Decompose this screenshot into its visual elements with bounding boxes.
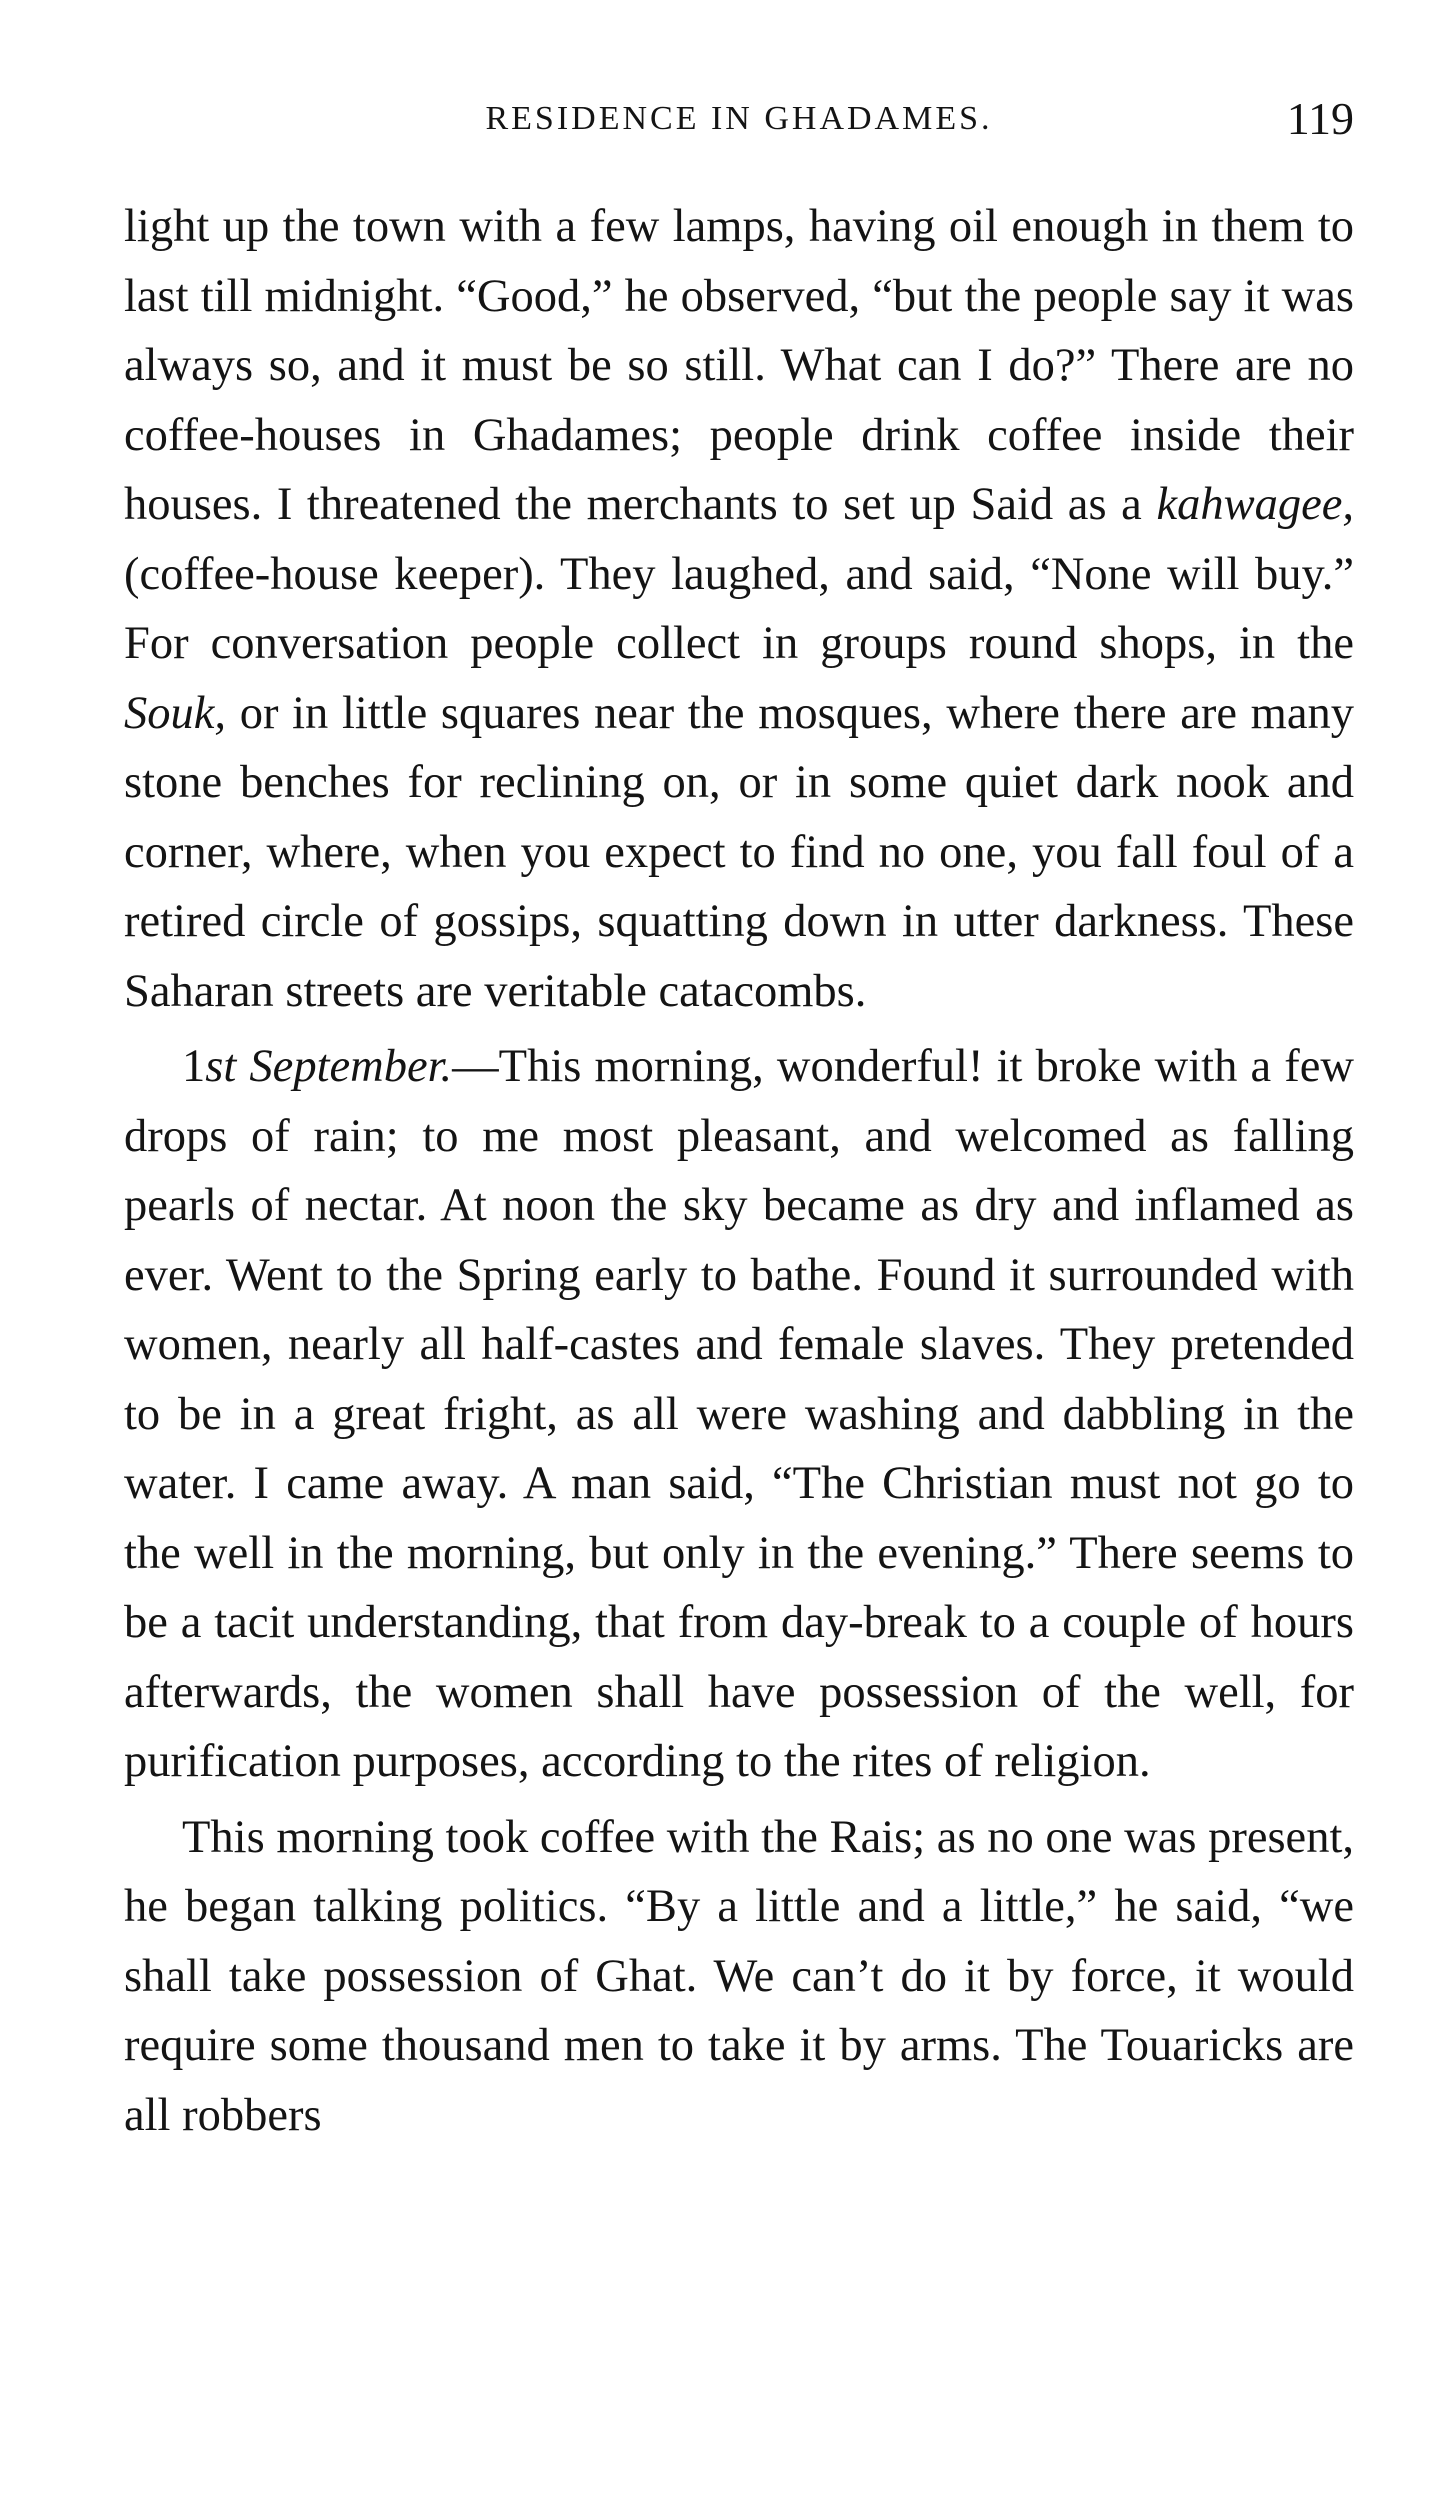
paragraph-3 (124, 1803, 1354, 2151)
paragraph-1-text-b: (coffee-house keeper). They laughed, and said, “None will buy.” For conversation people collect in groups round shops, in the (124, 548, 1354, 669)
paragraph-2-date-italic: st September. (205, 1041, 453, 1092)
body-text (124, 192, 1354, 2150)
paragraph-2-text: —This morning, wonderful! it broke with a few drops of rain; to me most pleasant, and welcomed as falling pearls of nectar. At noon the sky became as dry and inflamed as ever. Went to the Spring early to bathe. Found it surrounded with women, nearly all half-castes and female slaves. They pretended to be in a great fright, as all were washing and dabbling in the water. I came away. A man said, “The Christian must not go to the well in the morning, but only in the evening.” There seems to be a tacit understanding, that from day-break to a couple of hours afterwards, the women shall have possession of the well, for purification purposes, according to the rites of religion. (124, 1041, 1355, 1787)
paragraph-1-italic-souk: Souk, (124, 687, 227, 739)
paragraph-2-date-numeral: 1 (182, 1041, 206, 1092)
paragraph-2 (124, 1032, 1354, 1797)
paragraph-1-italic-kahwagee: kahwagee, (1156, 479, 1354, 530)
paragraph-1 (124, 192, 1354, 1026)
paragraph-3-text: This morning took coffee with the Rais; as no one was present, he began talking politics. “By a little and a little,” he said, “we shall take possession of Ghat. We can’t do it by force, it would require some thousand men to take it by arms. The Touaricks are all robbers (124, 1811, 1354, 2141)
paragraph-1-text-a: light up the town with a few lamps, having oil enough in them to last till midnight. “Good,” he observed, “but the people say it was always so, and it must be so still. What can I do?” There are no coffee-houses in Ghadames; people drink coffee inside their houses. I threatened the merchants to set up Said as a (124, 201, 1354, 530)
page-number: 119 (1286, 93, 1354, 144)
running-header (124, 92, 1354, 152)
paragraph-1-text-c: or in little squares near the mosques, where there are many stone benches for reclining on, or in some quiet dark nook and corner, where, when you expect to find no one, you fall foul of a retired circle of gossips, squatting down in utter darkness. These Saharan streets are veritable catacombs. (124, 687, 1354, 1017)
running-title: RESIDENCE IN GHADAMES. (485, 100, 993, 137)
